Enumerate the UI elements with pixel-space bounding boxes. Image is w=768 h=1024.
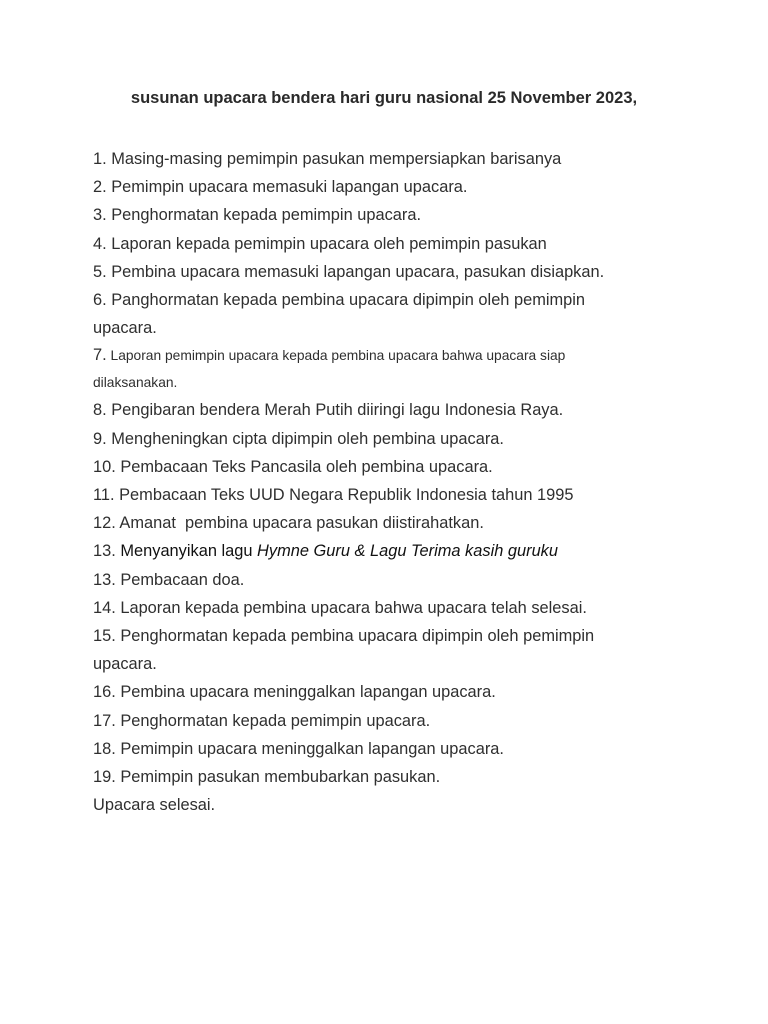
list-item bbox=[93, 763, 653, 791]
item-text-line-2: upacara. bbox=[93, 319, 157, 338]
item-text: 4. Laporan kepada pemimpin upacara oleh pemimpin pasukan bbox=[93, 234, 547, 253]
item-text: 16. Pembina upacara meninggalkan lapangan upacara. bbox=[93, 683, 496, 702]
ceremony-steps-list bbox=[93, 145, 653, 819]
item-text: Menyanyikan lagu bbox=[120, 542, 253, 561]
list-item bbox=[93, 453, 653, 481]
item-text: 18. Pemimpin upacara meninggalkan lapangan upacara. bbox=[93, 739, 504, 758]
item-text: 3. Penghormatan kepada pemimpin upacara. bbox=[93, 206, 422, 225]
item-text: 9. Mengheningkan cipta dipimpin oleh pembina upacara. bbox=[93, 429, 504, 448]
list-item bbox=[93, 678, 653, 706]
item-text: 12. Amanat pembina upacara pasukan diistirahatkan. bbox=[93, 514, 484, 533]
list-item bbox=[93, 735, 653, 763]
list-item bbox=[93, 509, 653, 537]
item-text: 1. Masing-masing pemimpin pasukan mempersiapkan barisanya bbox=[93, 150, 562, 168]
item-text: 17. Penghormatan kepada pemimpin upacara. bbox=[93, 711, 431, 730]
item-text: 19. Pemimpin pasukan membubarkan pasukan. bbox=[93, 768, 441, 787]
item-text-line-2: dilaksanakan. bbox=[93, 374, 178, 390]
list-item bbox=[93, 286, 653, 342]
item-text-line-1: Laporan pemimpin upacara kepada pembina upacara bahwa upacara siap bbox=[110, 348, 566, 364]
song-titles: Hymne Guru & Lagu Terima kasih guruku bbox=[257, 542, 558, 561]
list-item bbox=[93, 258, 653, 286]
list-item bbox=[93, 566, 653, 594]
closing-text: Upacara selesai. bbox=[93, 796, 216, 815]
item-text-line-2: upacara. bbox=[93, 655, 157, 674]
item-number: 13. bbox=[93, 542, 116, 561]
item-text: 10. Pembacaan Teks Pancasila oleh pembina upacara. bbox=[93, 457, 493, 476]
list-item bbox=[93, 481, 653, 509]
list-item bbox=[93, 594, 653, 622]
list-item bbox=[93, 707, 653, 735]
list-item bbox=[93, 145, 653, 173]
closing-line bbox=[93, 791, 653, 819]
list-item bbox=[93, 230, 653, 258]
item-text: 13. Pembacaan doa. bbox=[93, 570, 245, 589]
item-text: 2. Pemimpin upacara memasuki lapangan upacara. bbox=[93, 178, 468, 197]
item-text-line-1: 15. Penghormatan kepada pembina upacara dipimpin oleh pemimpin bbox=[93, 627, 595, 646]
list-item bbox=[93, 396, 653, 424]
list-item bbox=[93, 173, 653, 201]
item-text: 5. Pembina upacara memasuki lapangan upacara, pasukan disiapkan. bbox=[93, 262, 605, 281]
item-number: 7. bbox=[93, 346, 107, 365]
item-text: 8. Pengibaran bendera Merah Putih diiringi lagu Indonesia Raya. bbox=[93, 401, 564, 420]
list-item bbox=[93, 201, 653, 229]
item-text: 14. Laporan kepada pembina upacara bahwa upacara telah selesai. bbox=[93, 598, 587, 617]
item-text: 11. Pembacaan Teks UUD Negara Republik Indonesia tahun 1995 bbox=[93, 486, 574, 505]
document-title: susunan upacara bendera hari guru nasional 25 November 2023, bbox=[130, 89, 638, 107]
list-item bbox=[93, 537, 653, 565]
list-item bbox=[93, 622, 653, 678]
list-item bbox=[93, 342, 653, 396]
list-item bbox=[93, 425, 653, 453]
item-text-line-1: 6. Panghormatan kepada pembina upacara dipimpin oleh pemimpin bbox=[93, 291, 586, 310]
